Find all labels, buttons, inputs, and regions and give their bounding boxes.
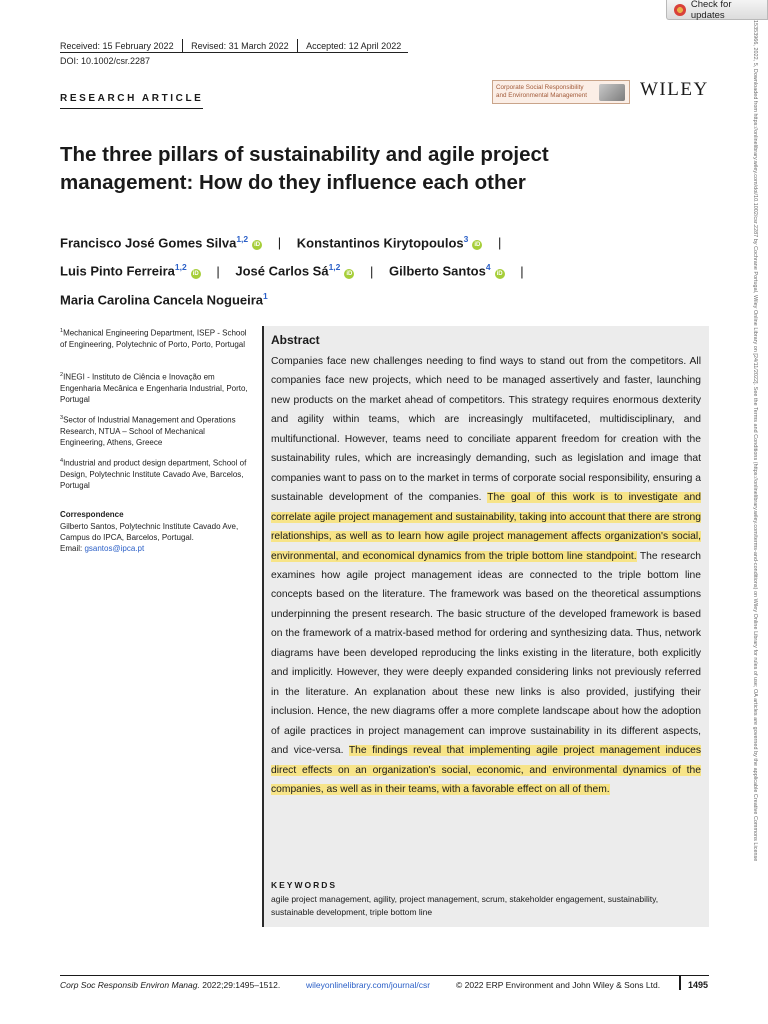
author-name[interactable]: Luis Pinto Ferreira <box>60 263 175 279</box>
date-separator <box>182 39 184 53</box>
check-for-updates-button[interactable] <box>666 0 768 20</box>
affiliation-text: Sector of Industrial Management and Operations Research, NTUA – School of Mechanical Engineering, Athens, Greece <box>60 415 236 447</box>
received-date: Received: 15 February 2022 <box>60 41 174 51</box>
author-name[interactable]: Konstantinos Kirytopoulos <box>296 235 464 251</box>
page-number: 1495 <box>688 980 709 990</box>
journal-logo-text: Corporate Social Responsibility and Environmental Management <box>496 84 588 99</box>
correspondence-address: Gilberto Santos, Polytechnic Institute Cavado Ave, Campus do IPCA, Barcelos, Portugal. <box>60 522 239 542</box>
email-link[interactable]: gsantos@ipca.pt <box>84 544 145 553</box>
affiliation-text: Industrial and product design department, School of Design, Polytechnic Institute Cavado Ave, Barcelos, Portugal <box>60 458 247 490</box>
keywords-heading: KEYWORDS <box>271 880 338 890</box>
author-separator: | <box>520 263 524 279</box>
footer-separator <box>679 976 681 990</box>
author-list <box>60 227 620 312</box>
author-name[interactable]: Gilberto Santos <box>389 263 486 279</box>
author-separator: | <box>370 263 374 279</box>
affiliation <box>60 370 250 405</box>
affiliation <box>60 413 250 448</box>
affiliation-number: 1 <box>60 328 64 334</box>
footer-rule <box>60 975 709 976</box>
abstract-text <box>271 352 701 799</box>
highlighted-text: The findings reveal that implementing agile project management induces direct effects on an organization's social, economic, and environmental dynamics of the companies, as well as in their teams, with a favorable effect on all of them. <box>271 745 701 795</box>
affiliation-number: 3 <box>60 415 64 421</box>
author-separator: | <box>216 263 220 279</box>
author-affiliation-ref: 1,2 <box>236 234 249 244</box>
publisher-logo: WILEY <box>640 79 709 100</box>
keywords-text: agile project management, agility, project management, scrum, stakeholder engagement, sustainability, sustainable development, triple bottom line <box>271 894 659 917</box>
author-name[interactable]: José Carlos Sá <box>235 263 329 279</box>
author-affiliation-ref: 1,2 <box>174 262 187 273</box>
email-label: Email: <box>60 544 85 553</box>
correspondence-heading: Correspondence <box>60 510 124 519</box>
download-info-text: 15353966, 2022, 5, Downloaded from https://onlinelibrary.wiley.com/doi/10.1002/csr.2287 by Cochrane Portugal, Wiley Online Library on [24/11/2022]. See the Terms and Conditions (https://onlinelibrary.wiley.com/terms-and-conditions) on Wiley Online Library for rules of use; OA articles are governed by the applicable Creative Commons License <box>752 20 758 862</box>
header-rule <box>60 52 408 53</box>
doi[interactable]: DOI: 10.1002/csr.2287 <box>60 56 151 66</box>
orcid-icon[interactable]: iD <box>474 242 481 249</box>
author-name[interactable]: Francisco José Gomes Silva <box>60 235 237 251</box>
journal-abbrev: Corp Soc Responsib Environ Manag. <box>60 980 200 990</box>
abstract-heading: Abstract <box>271 333 320 347</box>
author-affiliation-ref: 1,2 <box>328 262 341 273</box>
affiliation-text: INEGI - Instituto de Ciência e Inovação em Engenharia Mecânica e Engenharia Industrial, Porto, Portugal <box>60 372 248 404</box>
author-line <box>60 284 620 312</box>
author-separator: | <box>277 235 282 251</box>
author-affiliation-ref: 3 <box>463 234 469 244</box>
volume-pages: 2022;29:1495–1512. <box>199 980 281 990</box>
footer-citation <box>60 980 280 990</box>
orcid-icon[interactable]: iD <box>496 270 503 277</box>
check-for-updates-label: Check for updates <box>690 0 732 21</box>
orcid-icon[interactable]: iD <box>192 270 199 277</box>
author-separator: | <box>497 235 502 251</box>
orcid-icon[interactable]: iD <box>254 242 261 249</box>
affiliation <box>60 456 250 491</box>
article-title: The three pillars of sustainability and agile project management: How do they influence each other <box>60 143 549 194</box>
author-name[interactable]: Maria Carolina Cancela Nogueira <box>60 291 264 307</box>
affiliation-text: Mechanical Engineering Department, ISEP - School of Engineering, Polytechnic of Porto, Porto, Portugal <box>60 328 247 349</box>
affiliation <box>60 326 250 350</box>
article-type-underline <box>60 108 203 109</box>
abstract-body: Companies face new challenges needing to find ways to stand out from the competitors. All companies face new projects, which need to be managed assertively and faster, launching new products on the market ahead of competitors. This strategy requires enormous dexterity and agility within teams, which are increasingly multifaceted, multidisciplinary, and multifunctional. However, teams need to conciliate apparent freedom for creation with the sustainability rules, which are increasingly demanding, such as legislation and image that companies want to pass on to the market in terms of corporate social responsibility, ensuring a sustainable development of the companies. <box>271 356 701 504</box>
revised-date: Revised: 31 March 2022 <box>191 41 289 51</box>
article-dates <box>60 39 401 53</box>
correspondence-text <box>60 521 250 554</box>
journal-logo <box>492 80 630 104</box>
journal-link[interactable]: wileyonlinelibrary.com/journal/csr <box>306 980 431 990</box>
affiliation-number: 2 <box>60 372 64 378</box>
date-separator <box>297 39 299 53</box>
crossmark-icon <box>674 4 686 16</box>
highlighted-text: The goal of this work is to investigate and correlate agile project management and sustainability, taking into account that there are strong relationships, as well as to learn how agile project management affects organization's social, environmental, and economical dynamics from the triple bottom line standpoint. <box>271 492 701 562</box>
author-line <box>60 255 620 283</box>
author-line <box>60 227 620 255</box>
affiliation-number: 4 <box>60 458 64 464</box>
copyright: © 2022 ERP Environment and John Wiley & Sons Ltd. <box>456 980 661 990</box>
download-info-strip <box>743 20 765 1010</box>
journal-logo-image <box>599 84 625 101</box>
article-type: RESEARCH ARTICLE <box>60 93 204 104</box>
author-affiliation-ref: 1 <box>263 290 268 301</box>
accepted-date: Accepted: 12 April 2022 <box>306 41 402 51</box>
author-affiliation-ref: 4 <box>485 262 491 273</box>
abstract-body: The research examines how agile project management ideas are connected to the triple bottom line concepts based on the literature. The framework was based on the theoretical assumptions underpinning the present research. The basic structure of the developed framework is based on the framework of a matrix-based method for ordering and synthesizing data. Thus, network diagrams have been developed reproducing the links existing in the literature, both explicitly and implicitly. However, they were deeply expanded considering links not previously referred in the literature. An explanation about these new links is also provided, justifying their inclusion. Hence, the new diagrams offer a more complete landscape about how the adoption of agile practices in project management can improve sustainability in its different aspects, and vice-versa. <box>271 550 701 757</box>
orcid-icon[interactable]: iD <box>346 270 353 277</box>
